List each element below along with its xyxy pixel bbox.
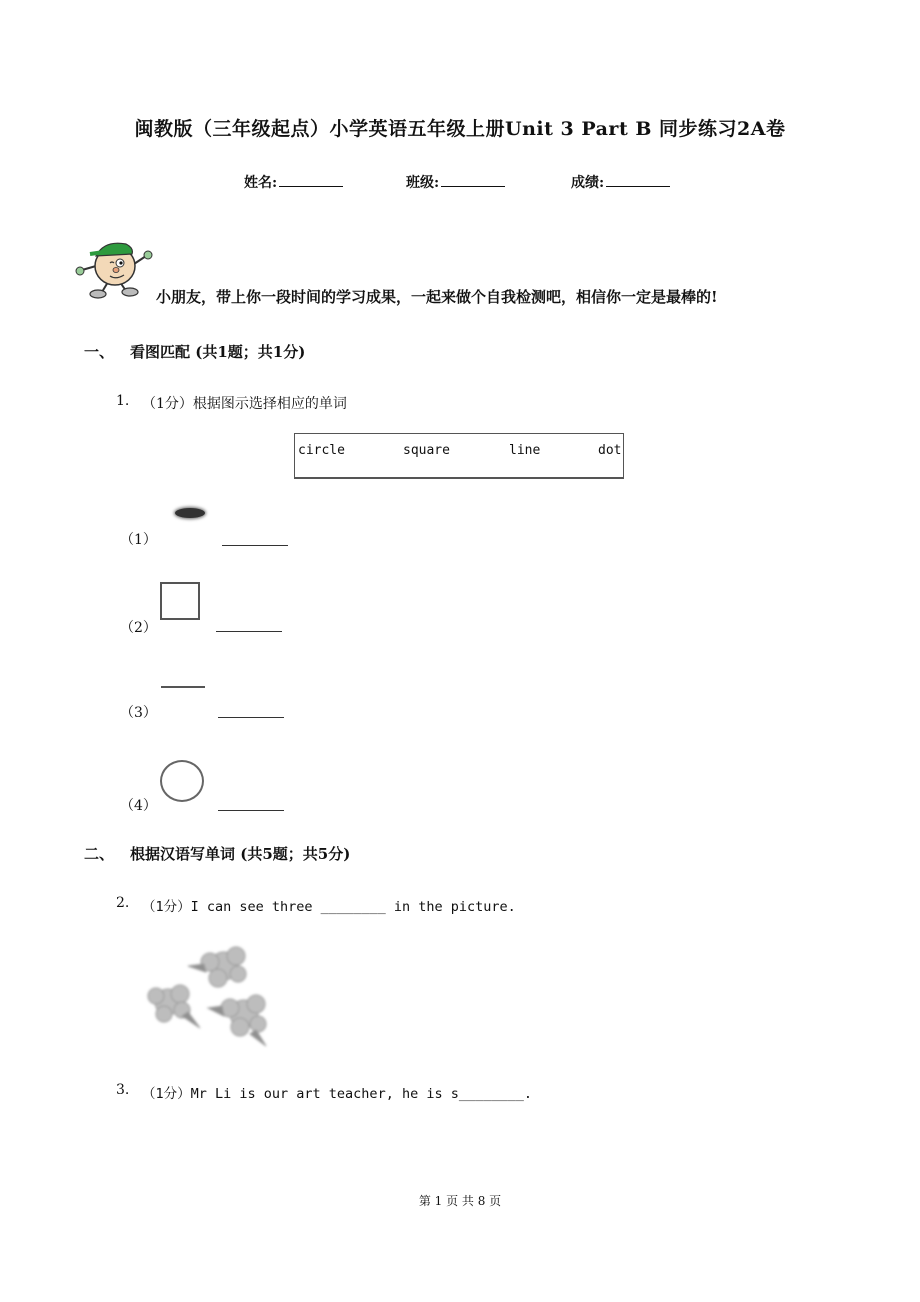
page-footer: 第 1 页 共 8 页: [418, 1194, 502, 1208]
item-3-answer-blank[interactable]: [218, 717, 284, 718]
q3-text: （1分）Mr Li is our art teacher, he is s________.: [142, 1086, 532, 1102]
section-1-title: 看图匹配 (共1题；共1分): [130, 343, 306, 361]
q1-text: （1分）根据图示选择相应的单词: [142, 396, 347, 412]
score-field: [571, 172, 670, 192]
section-1-number: 一、: [84, 343, 115, 361]
word-option: dot: [598, 443, 622, 458]
item-2-answer-blank[interactable]: [216, 631, 282, 632]
class-label: 班级:: [406, 175, 440, 191]
class-field: [406, 172, 505, 192]
line-picture: [161, 686, 205, 688]
section-2-number: 二、: [84, 845, 115, 863]
item-3-label: （3）: [120, 705, 157, 721]
name-field: [244, 172, 343, 192]
q3-number: 3.: [116, 1082, 130, 1098]
word-option: square: [403, 443, 450, 458]
item-4-answer-blank[interactable]: [218, 810, 284, 811]
item-1-label: （1）: [120, 532, 157, 548]
q2-text: （1分）I can see three ________ in the picture.: [142, 899, 516, 915]
circle-picture: [160, 760, 204, 802]
item-4-label: （4）: [120, 798, 157, 814]
mascot-icon: [74, 236, 156, 302]
item-1-answer-blank[interactable]: [222, 545, 288, 546]
name-blank[interactable]: [279, 172, 343, 187]
dot-picture: [175, 508, 205, 518]
score-blank[interactable]: [606, 172, 670, 187]
intro-text: 小朋友，带上你一段时间的学习成果，一起来做个自我检测吧，相信你一定是最棒的!: [156, 288, 718, 306]
q1-number: 1.: [116, 393, 130, 409]
name-label: 姓名:: [244, 175, 278, 191]
page-title: 闽教版（三年级起点）小学英语五年级上册Unit 3 Part B 同步练习2A卷: [134, 118, 786, 140]
flowers-picture: [134, 940, 280, 1050]
item-2-label: （2）: [120, 620, 157, 636]
word-option: line: [509, 443, 541, 458]
word-box: [294, 433, 624, 479]
word-option: circle: [298, 443, 345, 458]
score-label: 成绩:: [571, 175, 605, 191]
square-picture: [160, 582, 200, 620]
q2-number: 2.: [116, 895, 130, 911]
section-2-title: 根据汉语写单词 (共5题；共5分): [130, 845, 351, 863]
class-blank[interactable]: [441, 172, 505, 187]
